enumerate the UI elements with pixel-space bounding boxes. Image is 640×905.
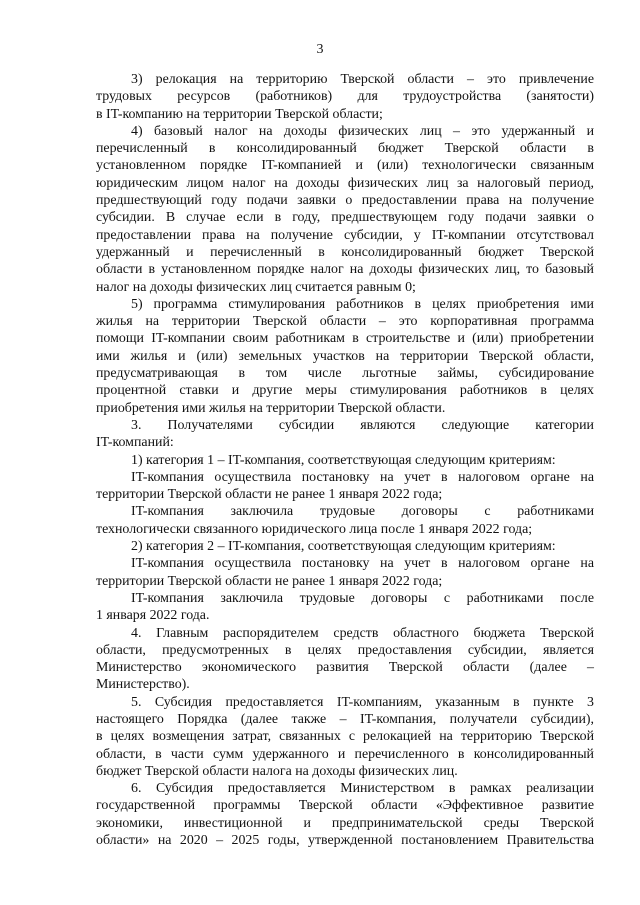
- text-line: 2) категория 2 – IT-компания, соответствующая следующим критериям:: [131, 539, 556, 555]
- text-line: удержанный и перечисленный в консолидированный бюджет Тверской: [96, 244, 594, 260]
- paragraph-p5: [96, 296, 594, 417]
- text-line: перечисленный в консолидированный бюджет Тверской области в: [96, 141, 594, 157]
- paragraph-s3-2a: [96, 555, 594, 590]
- text-line: процентной ставки и другие меры стимулирования работников в целях: [96, 383, 594, 399]
- paragraph-s3-1: [96, 452, 594, 469]
- text-line: 3. Получателями субсидии являются следующие категории: [131, 417, 594, 433]
- text-line: 5. Субсидия предоставляется IT-компаниям, указанным в пункте 3: [131, 694, 594, 710]
- text-line: помощи IT-компании своим работникам в строительстве и (или) приобретении: [96, 331, 594, 347]
- text-line: установленном порядке IT-компанией и (или) технологически связанным: [96, 158, 594, 174]
- text-line: области, предусмотренных в целях предоставления субсидии, является: [96, 642, 594, 658]
- text-line: ими жилья и (или) земельных участков на территории Тверской области,: [96, 348, 594, 364]
- text-line: области, в части сумм удержанного и перечисленного в консолидированный: [96, 746, 594, 762]
- text-line: IT-компания осуществила постановку на учет в налоговом органе на: [131, 556, 594, 572]
- paragraph-s3-1a: [96, 469, 594, 504]
- paragraph-s3-2: [96, 538, 594, 555]
- text-line: жилья на территории Тверской области – это корпоративная программа: [96, 314, 594, 330]
- text-line: 4) базовый налог на доходы физических лиц – это удержанный и: [131, 123, 594, 139]
- text-line: трудовых ресурсов (работников) для трудоустройства (занятости): [96, 89, 594, 105]
- text-line: юридическим лицом налог на доходы физических лиц за налоговый период,: [96, 175, 594, 191]
- paragraph-s3-1b: [96, 503, 594, 538]
- text-line: экономики, инвестиционной и предпринимательской среды Тверской: [96, 815, 594, 831]
- text-line: 4. Главным распорядителем средств областного бюджета Тверской: [131, 625, 594, 641]
- paragraph-s5: [96, 694, 594, 780]
- paragraph-s3-2b: [96, 590, 594, 625]
- text-line: области» на 2020 – 2025 годы, утвержденной постановлением Правительства: [96, 833, 594, 849]
- text-line: IT-компания заключила трудовые договоры с работниками после: [131, 590, 594, 606]
- text-line: предоставлении права на получение субсидии, у IT-компании отсутствовал: [96, 227, 594, 243]
- text-line: предшествующий году подачи заявки о предоставлении права на получение: [96, 193, 594, 209]
- text-line: территории Тверской области не ранее 1 января 2022 года;: [96, 573, 443, 589]
- text-line: области в установленном порядке налог на доходы физических лиц, то базовый: [96, 262, 594, 278]
- text-line: государственной программы Тверской области «Эффективное развитие: [96, 798, 594, 814]
- text-line: 6. Субсидия предоставляется Министерством в рамках реализации: [131, 781, 594, 797]
- text-line: IT-компания осуществила постановку на учет в налоговом органе на: [131, 469, 594, 485]
- text-line: субсидии. В случае если в году, предшествующем году подачи заявки о: [96, 210, 594, 226]
- text-line: бюджет Тверской области налога на доходы физических лиц.: [96, 763, 458, 779]
- paragraph-s4: [96, 625, 594, 694]
- text-line: в целях возмещения затрат, связанных с релокацией на территорию Тверской: [96, 729, 594, 745]
- text-line: IT-компания заключила трудовые договоры с работниками: [131, 504, 594, 520]
- text-line: настоящего Порядка (далее также – IT-компания, получатели субсидии),: [96, 711, 594, 727]
- text-line: 3) релокация на территорию Тверской области – это привлечение: [131, 72, 594, 87]
- page-number: 3: [316, 42, 324, 57]
- paragraph-p4: [96, 123, 594, 296]
- paragraph-p3: [96, 71, 594, 123]
- text-line: 5) программа стимулирования работников в целях приобретения ими: [131, 296, 594, 312]
- text-line: 1) категория 1 – IT-компания, соответствующая следующим критериям:: [131, 452, 556, 468]
- text-line: 1 января 2022 года.: [96, 608, 210, 624]
- text-line: налог на доходы физических лиц считается равным 0;: [96, 279, 416, 295]
- text-line: приобретения ими жилья на территории Тверской области.: [96, 400, 446, 416]
- text-line: предусматривающая в том числе льготные займы, субсидирование: [96, 366, 594, 382]
- text-line: Министерство экономического развития Тверской области (далее –: [96, 660, 594, 676]
- text-line: в IT-компанию на территории Тверской области;: [96, 106, 383, 122]
- text-line: территории Тверской области не ранее 1 января 2022 года;: [96, 487, 443, 503]
- paragraph-s6: [96, 780, 594, 849]
- text-line: технологически связанного юридического лица после 1 января 2022 года;: [96, 521, 533, 537]
- paragraph-s3: [96, 417, 594, 452]
- text-line: IT-компаний:: [96, 435, 174, 451]
- text-line: Министерство).: [96, 677, 190, 693]
- document-body: [96, 71, 594, 849]
